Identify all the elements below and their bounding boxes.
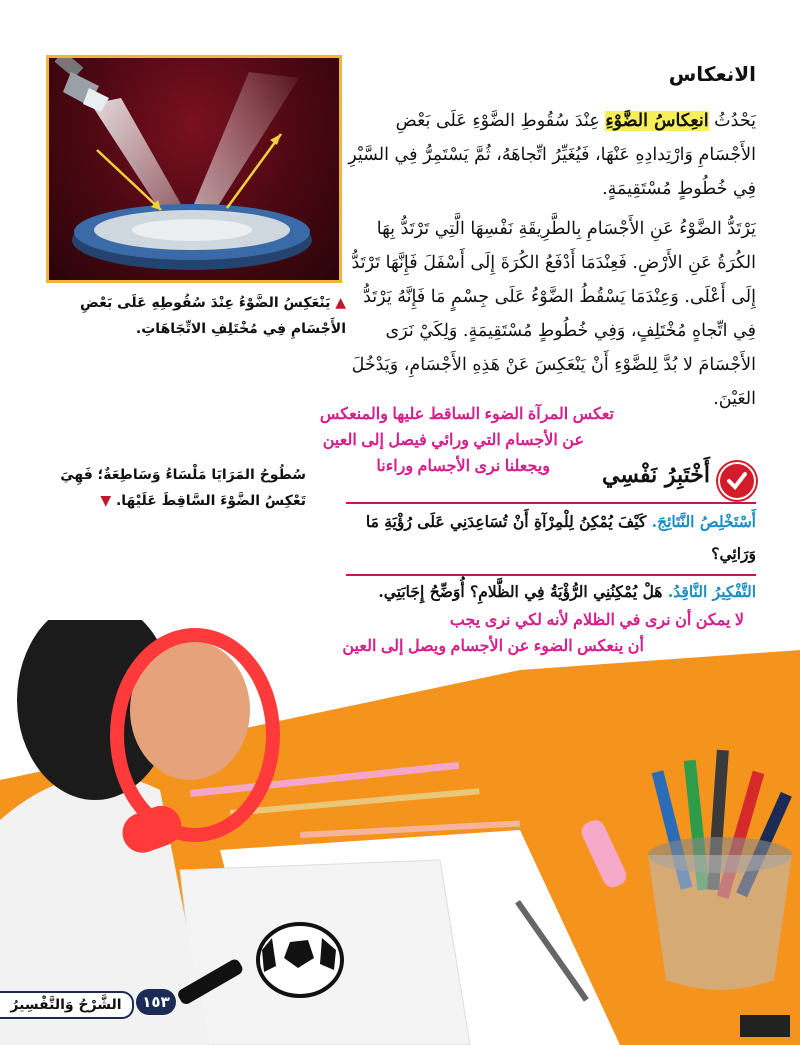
- handwritten-note-1-line-1: تعكس المرآة الضوء الساقط عليها والمنعكس: [319, 406, 614, 423]
- highlighted-term: انعِكاسُ الضَّوْءِ: [605, 111, 709, 131]
- figure-caption: ▲ يَنْعَكِسُ الضَّوْءُ عِنْدَ سُقُوطِهِ عَلَى بَعْضِ الأَجْسَامِ فِي مُخْتَلِفِ الاتِّجَاهَاتِ.: [80, 295, 346, 337]
- reflection-illustration: [49, 58, 339, 280]
- soccer-ball-icon: [258, 924, 342, 996]
- question-2-label: التَّفْكِيرُ النَّاقِدُ.: [667, 582, 756, 601]
- test-yourself-title: أَخْتَبِرُ نَفْسِي: [601, 462, 710, 488]
- question-1: أَسْتَخْلِصُ النَّتَائِجَ. كَيْفَ يُمْكِنُ لِلْمِرْآةِ أَنْ تُسَاعِدَنِي عَلَى رُؤْيَةِ مَا وَرَائِي؟: [365, 512, 756, 563]
- handwritten-note-1-line-2: عن الأجسام التي ورائي فيصل إلى العين: [322, 432, 584, 449]
- handwritten-note-2-line-2: أن ينعكس الضوء عن الأجسام ويصل إلى العين: [342, 638, 644, 655]
- page-number: ١٥٣: [136, 989, 176, 1015]
- triangle-icon: ▲: [335, 295, 346, 311]
- section-title: الانعكاس: [668, 62, 756, 86]
- question-1-label: أَسْتَخْلِصُ النَّتَائِجَ.: [651, 512, 756, 531]
- checkmark-icon: [718, 462, 756, 500]
- handwritten-note-1-line-3: ويجعلنا نرى الأجسام وراءنا: [376, 458, 550, 475]
- paragraph-2: يَرْتَدُّ الضَّوْءُ عَنِ الأَجْسَامِ بِالطَّرِيقَةِ نَفْسِهَا الَّتِي تَرْتَدُّ بِهَا الكُرَةُ عَنِ الأَرْضِ. فَعِنْدَمَا أَدْفَعُ الكُرَةَ إِلَى أَسْفَلَ فَإِنَّهَا تَرْتَدُّ إِلَى أَعْلَى. وَعِنْدَمَا يَسْقُطُ الضَّوْءُ عَلَى جِسْمٍ مَا فَإِنَّهُ يَرْتَدُّ فِي اتِّجاهٍ مُخْتَلِفٍ، وَفِي خُطُوطٍ مُسْتَقِيمَةٍ. وَلِكَيْ نَرَى الأَجْسَامَ لا بُدَّ لِلضَّوْءِ أَنْ يَنْعَكِسَ عَنْ هَذِهِ الأَجْسَامِ، وَيَدْخُلَ العَيْنَ.: [351, 219, 756, 409]
- paragraph-1: يَحْدُثُ انعِكاسُ الضَّوْءِ عِنْدَ سُقُوطِ الضَّوْءِ عَلَى بَعْضِ الأَجْسَامِ وَارْتِدادِهِ عَنْهَا، فَيُغَيِّرُ اتِّجاهَهُ، ثُمَّ يَسْتَمِرُّ فِي السَّيْرِ فِي خُطُوطٍ مُسْتَقِيمَةٍ.: [348, 111, 756, 199]
- mirror-caption: سُطُوحُ المَرَايَا مَلْسَاءُ وَسَاطِعَةٌ؛ فَهِيَ تَعْكِسُ الضَّوْءَ السَّاقِطَ عَلَيْهَا. ▼: [60, 467, 306, 509]
- flashlight-icon: [54, 58, 109, 112]
- triangle-down-icon: ▼: [100, 493, 112, 509]
- boy-with-mirror-photo: [0, 620, 800, 1045]
- footer-label: الشَّرْحُ وَالتَّفْسِيرُ: [0, 991, 134, 1019]
- question-2: التَّفْكِيرُ النَّاقِدُ. هَلْ يُمْكِنُنِي الرُّؤْيَةُ فِي الظَّلامِ؟ أُوَضِّحُ إِجَابَتِي.: [378, 582, 756, 601]
- divider: [346, 502, 756, 504]
- page-footer: [0, 985, 190, 1023]
- handwritten-note-2-line-1: لا يمكن أن نرى في الظلام لأنه لكي نرى يجب: [449, 612, 744, 629]
- reflection-figure: [46, 55, 342, 283]
